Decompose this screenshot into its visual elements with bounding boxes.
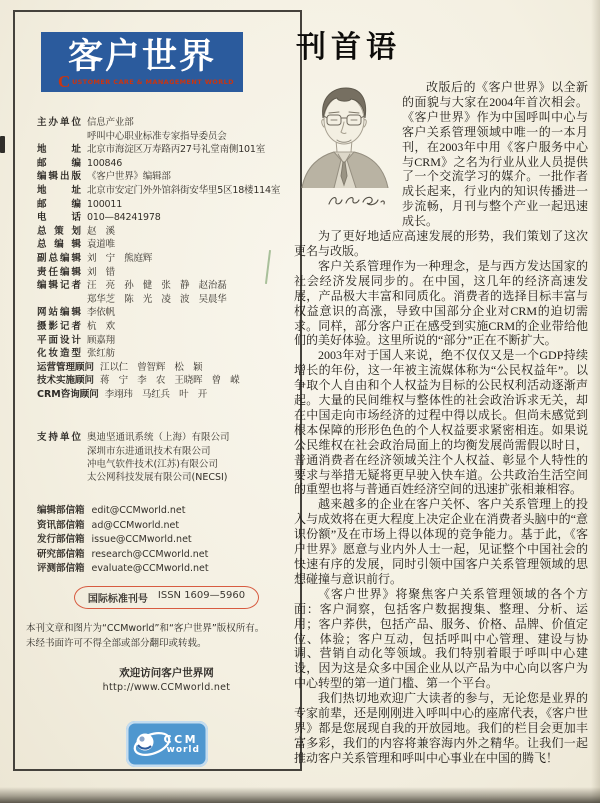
row-label: 邮编 <box>37 157 81 169</box>
foreword-article <box>294 22 588 766</box>
row-value: 袁道唯 <box>87 239 115 251</box>
issn-number: ISSN 1609—5960 <box>157 590 246 602</box>
email-label: 评测部信箱 <box>37 562 85 574</box>
masthead-row <box>37 374 296 388</box>
support-line: 深圳市东进通讯技术有限公司 <box>87 445 211 457</box>
masthead-row <box>37 198 296 212</box>
row-value: 北京市安定门外外馆斜街安华里5区18楼114室 <box>87 184 281 196</box>
article-paragraph: 我们热切地欢迎广大读者的参与，无论您是业界的专家前辈，还是刚刚进入呼叫中心的座席代表，《客户世界》都是您展现自我的开放园地。我们的栏目会更加丰富多彩，我们的内容将兼容海内外之精华。让我们一起推动客户关系管理和呼叫中心事业在中国的腾飞！ <box>294 691 589 765</box>
email-row <box>37 548 296 562</box>
email-address: edit@CCMworld.net <box>91 505 186 517</box>
row-value: 赵 溪 <box>87 225 115 237</box>
support-line: 冲电气软件技术(江苏)有限公司 <box>87 458 218 470</box>
masthead-row <box>37 334 296 348</box>
author-portrait-sketch <box>294 82 394 188</box>
masthead-row <box>37 225 296 239</box>
row-label: 技术实施顾问 <box>37 375 95 387</box>
row-value: 呼叫中心职业标准专家指导委员会 <box>87 130 227 142</box>
article-paragraph: 客户关系管理作为一种理念，是与西方发达国家的社会经济发展同步的。在中国，这几年的经济高速发展，产品极大丰富和同质化。消费者的选择目标丰富与权益意识的高涨，导致中国部分企业对CRM的迫切需求。同样，部分客户正在感受到实施CRM的企业带给他们的美好体验。这里所说的“部分”正在不断扩大。 <box>294 258 588 348</box>
email-address: issue@CCMworld.net <box>91 534 192 546</box>
article-paragraph: 为了更好地适应高速发展的形势，我们策划了这次更名与改版。 <box>294 229 588 258</box>
ccm-logo-text: world <box>166 745 200 756</box>
email-label: 研究部信箱 <box>37 548 85 560</box>
row-value: 100011 <box>87 198 123 210</box>
email-row <box>37 519 296 533</box>
website-block <box>37 665 296 695</box>
row-label: 平面设计 <box>37 334 81 346</box>
row-label: 运营管理顾问 <box>37 361 95 373</box>
masthead-row <box>37 388 296 402</box>
row-value: 信息产业部 <box>87 117 134 128</box>
masthead-credits <box>37 116 296 401</box>
masthead-row <box>37 293 296 307</box>
row-value: 010—84241978 <box>87 212 161 224</box>
row-label: 责任编辑 <box>37 266 81 278</box>
row-label: 副总编辑 <box>37 252 81 264</box>
scan-right-shadow <box>591 0 600 803</box>
row-label: 邮编 <box>37 198 81 210</box>
article-paragraph: 改版后的《客户世界》以全新的面貌与大家在2004年首次相会。《客户世界》作为中国呼叫中心与客户关系管理领域中唯一的一本月刊，在2003年中用《客户服务中心与CRM》之名为行业从业人员提供了一个交流学习的媒介。一批作者成长起来，行业内的知识传播进一步流畅，月刊与整个产业一起迅速成长。 <box>402 80 588 229</box>
ccm-logo-text: CCM <box>163 733 199 747</box>
masthead-row <box>37 143 296 157</box>
masthead-row <box>37 170 296 184</box>
row-value: 汪 亮 孙 健 张 静 赵治磊 <box>87 280 227 292</box>
website-invite: 欢迎访问客户世界网 <box>119 667 214 680</box>
row-label: 总编辑 <box>37 239 81 251</box>
row-value: 李依帆 <box>87 307 115 319</box>
masthead-row <box>37 252 296 266</box>
row-value: 顾嘉翔 <box>87 334 115 346</box>
email-row <box>37 562 296 576</box>
masthead-row <box>37 347 296 361</box>
row-value: 郑华芝 陈 光 凌 波 吴晨华 <box>87 293 227 305</box>
email-address: ad@CCMworld.net <box>91 519 180 531</box>
article-title: 刊首语 <box>296 30 401 65</box>
article-paragraph: 越来越多的企业在客户关怀、客户关系管理上的投入与成效将在更大程度上决定企业在消费者头脑中的“意识份额”及在市场上得以体现的竞争能力。基于此，《客户世界》愿意与业内外人士一起，见证整个中国社会的快速有序的发展，同时引领中国客户关系管理领域的思想碰撞与意识前行。 <box>294 497 588 586</box>
masthead-row <box>37 184 296 198</box>
row-label: 化妆造型 <box>37 348 81 360</box>
row-label: 地址 <box>37 144 81 156</box>
scan-bottom-shadow <box>0 787 600 803</box>
row-value: 张红舫 <box>87 348 115 360</box>
issn-label: 国际标准刊号 <box>87 594 148 606</box>
masthead-row <box>37 238 296 252</box>
magazine-logo-title: 客户世界 <box>67 37 216 77</box>
row-value: 刘 错 <box>87 266 115 278</box>
row-label <box>37 293 81 307</box>
masthead-row <box>37 306 296 320</box>
support-line: 奥迪坚通讯系统（上海）有限公司 <box>87 432 230 444</box>
author-portrait-block <box>294 82 396 213</box>
masthead-row <box>37 116 296 130</box>
logo-red-c-swoosh: C <box>58 72 71 91</box>
row-value: 刘 宁 熊庭辉 <box>87 252 153 264</box>
magazine-logo <box>41 32 243 92</box>
row-value: 100846 <box>87 157 123 169</box>
row-value: 杭 欢 <box>87 320 115 332</box>
copyright-line: 未经书面许可不得全部或部分翻印或转载。 <box>26 638 207 650</box>
email-address: evaluate@CCMworld.net <box>91 562 209 574</box>
row-label: 地址 <box>37 184 81 196</box>
row-value: 李翊玮 马红兵 叶 开 <box>104 388 208 400</box>
masthead-row <box>37 157 296 171</box>
masthead-row <box>37 266 296 280</box>
masthead-row <box>37 130 296 144</box>
support-line: 太公网科技发展有限公司(NECSI) <box>87 472 228 484</box>
row-label <box>37 130 81 144</box>
copyright-line: 本刊文章和图片为“CCMworld”和“客户世界”版权所有。 <box>26 623 265 635</box>
masthead-row <box>37 279 296 293</box>
copyright-notice <box>26 621 296 651</box>
email-row <box>37 504 296 518</box>
row-label: CRM咨询顾问 <box>37 388 99 400</box>
row-value: 《客户世界》编辑部 <box>87 171 171 183</box>
masthead-row <box>37 211 296 225</box>
department-emails <box>37 504 296 576</box>
row-value: 北京市海淀区万寿路丙27号礼堂南侧101室 <box>87 144 266 156</box>
row-label: 总策划 <box>37 225 81 237</box>
masthead-row <box>37 361 296 375</box>
row-label: 编辑出版 <box>37 171 81 183</box>
website-url: http://www.CCMworld.net <box>102 682 231 694</box>
magazine-logo-subtitle: USTOMER CARE & MANAGEMENT WORLD <box>72 78 234 86</box>
ccm-world-logo <box>126 721 208 767</box>
author-signature <box>326 193 388 209</box>
row-label: 编辑记者 <box>37 280 81 292</box>
row-label: 主办单位 <box>37 117 81 128</box>
row-value: 蒋 宁 李 农 王晓晖 曾 嵘 <box>100 375 240 387</box>
row-label: 电话 <box>37 212 81 224</box>
masthead-row <box>37 320 296 334</box>
row-label: 网站编辑 <box>37 307 81 319</box>
email-address: research@CCMworld.net <box>91 548 209 560</box>
support-label: 支持单位 <box>37 432 81 444</box>
email-label: 资讯部信箱 <box>37 519 85 531</box>
email-label: 发行部信箱 <box>37 534 85 546</box>
support-lines <box>87 431 230 484</box>
masthead-box <box>13 10 302 771</box>
scan-edge-mark <box>0 136 5 153</box>
article-paragraph: 《客户世界》将聚焦客户关系管理领域的各个方面：客户洞察，包括客户数据搜集、整理、分析、运用；客户荞供，包括产品、服务、价格、品牌、价值定位、体验；客户互动，包括呼叫中心管理、建设与协调、营销自动化等领域。我们特别着眼于呼叫中心建设，因为这是众多中国企业从以产品为中心向以客户为中心转型的第一道门槛、第一个平台。 <box>294 586 588 691</box>
row-label: 摄影记者 <box>37 320 81 332</box>
issn-badge <box>74 586 259 609</box>
support-units <box>37 431 296 484</box>
row-value: 江以仁 曾智辉 松 颖 <box>100 361 203 373</box>
email-row <box>37 533 296 547</box>
email-label: 编辑部信箱 <box>37 505 85 517</box>
article-paragraph: 2003年对于国人来说，绝不仅仅又是一个GDP持续增长的年份，这一年被主流媒体称为“公民权益年”。以争取个人自由和个人权益为目标的公民权利活动逐渐声起。大量的民间维权与整体性的社会政治诉求无关，却在中国走向市场经济的过程中得以成长。但尚未感觉到根本保障的形形色色的个人权益要求紧密相连。如果说公民维权在社会政治局面上的均衡发展尚需假以时日，普通消费者在经济领域关注个人权益、彰显个人特性的要求与举措无疑将更早驶入快车道。公共政治生活空间的重塑也将与普通百姓经济空间的迅速扩张相兼相容。 <box>294 348 588 497</box>
